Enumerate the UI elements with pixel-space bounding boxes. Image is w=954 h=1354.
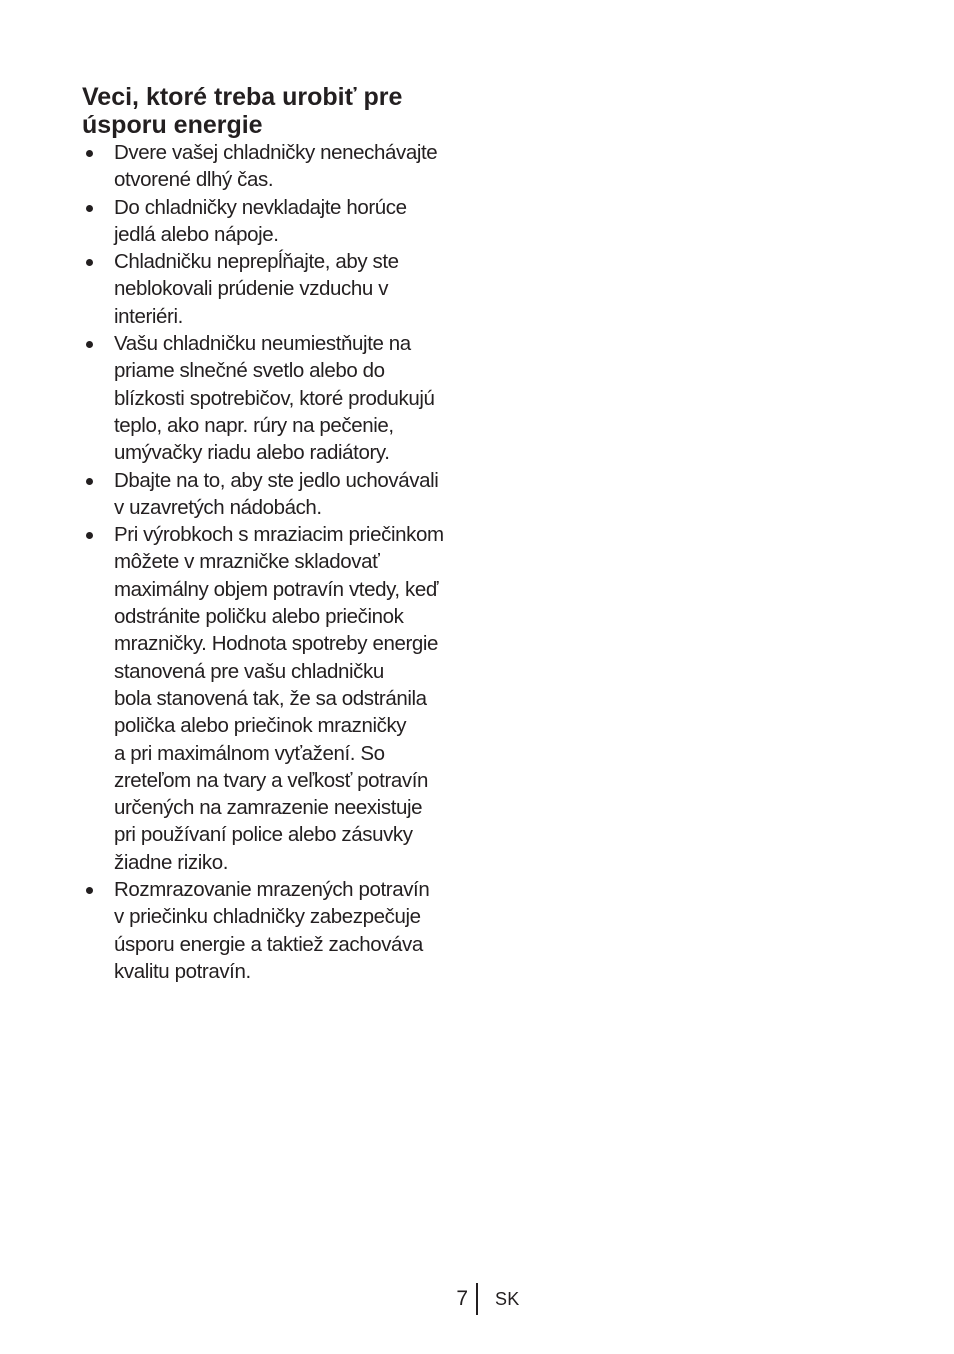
list-item-text-line: priame slnečné svetlo alebo do bbox=[114, 359, 385, 383]
list-item-text-line: Pri výrobkoch s mraziacim priečinkom bbox=[114, 523, 444, 547]
list-item-text-line: a pri maximálnom vyťažení. So bbox=[114, 741, 385, 765]
bullet-icon bbox=[86, 150, 93, 157]
list-item bbox=[82, 876, 482, 985]
list-item-text-line: Rozmrazovanie mrazených potravín bbox=[114, 878, 430, 902]
list-item-text-line: stanovená pre vašu chladničku bbox=[114, 659, 384, 683]
list-item-text-line: bola stanovená tak, že sa odstránila bbox=[114, 686, 427, 710]
list-item-text-line: Vašu chladničku neumiestňujte na bbox=[114, 332, 411, 356]
list-item-text-line: blízkosti spotrebičov, ktoré produkujú bbox=[114, 386, 435, 410]
list-item-text-line: interiéri. bbox=[114, 304, 183, 328]
list-item-text-line: môžete v mrazničke skladovať bbox=[114, 550, 380, 574]
list-item-text-line: neblokovali prúdenie vzduchu v bbox=[114, 277, 389, 301]
energy-saving-section bbox=[82, 83, 482, 985]
list-item-text-line: Dbajte na to, aby ste jedlo uchovávali bbox=[114, 468, 439, 492]
list-item-text-line: kvalitu potravín. bbox=[114, 959, 251, 983]
list-item-text-line: pri používaní police alebo zásuvky bbox=[114, 823, 413, 847]
list-item-text-line: umývačky riadu alebo radiátory. bbox=[114, 441, 390, 465]
list-item bbox=[82, 139, 482, 194]
bullet-icon bbox=[86, 205, 93, 212]
list-item bbox=[82, 467, 482, 522]
energy-tips-list bbox=[82, 139, 482, 985]
page-number: 7 bbox=[456, 1287, 468, 1310]
footer-divider bbox=[476, 1283, 478, 1315]
list-item-text-line: Dvere vašej chladničky nenechávajte bbox=[114, 141, 438, 164]
list-item-text-line: úsporu energie a taktiež zachováva bbox=[114, 932, 423, 956]
list-item-text-line: žiadne riziko. bbox=[114, 850, 229, 874]
bullet-icon bbox=[86, 259, 93, 266]
list-item bbox=[82, 330, 482, 466]
bullet-icon bbox=[86, 532, 93, 539]
list-item-text-line: v uzavretých nádobách. bbox=[114, 495, 322, 519]
list-item-text-line: maximálny objem potravín vtedy, keď bbox=[114, 577, 439, 601]
list-item bbox=[82, 521, 482, 876]
section-heading-line-1: Veci, ktoré treba urobiť pre bbox=[82, 83, 403, 111]
list-item-text-line: mrazničky. Hodnota spotreby energie bbox=[114, 632, 439, 656]
section-heading bbox=[82, 83, 482, 139]
list-item-text-line: v priečinku chladničky zabezpečuje bbox=[114, 905, 421, 929]
list-item-text-line: Do chladničky nevkladajte horúce bbox=[114, 195, 407, 219]
bullet-icon bbox=[86, 478, 93, 485]
list-item-text-line: Chladničku neprepĺňajte, aby ste bbox=[114, 250, 399, 274]
list-item bbox=[82, 194, 482, 249]
language-code: SK bbox=[495, 1288, 520, 1309]
page-footer bbox=[454, 1283, 520, 1315]
list-item-text-line: jedlá alebo nápoje. bbox=[114, 222, 279, 246]
list-item-text-line: otvorené dlhý čas. bbox=[114, 168, 274, 192]
section-heading-line-2: úsporu energie bbox=[82, 111, 263, 139]
list-item-text-line: zreteľom na tvary a veľkosť potravín bbox=[114, 768, 429, 792]
list-item-text-line: polička alebo priečinok mrazničky bbox=[114, 714, 407, 738]
list-item bbox=[82, 248, 482, 330]
list-item-text-line: teplo, ako napr. rúry na pečenie, bbox=[114, 413, 394, 437]
bullet-icon bbox=[86, 341, 93, 348]
list-item-text-line: určených na zamrazenie neexistuje bbox=[114, 796, 423, 820]
bullet-icon bbox=[86, 887, 93, 894]
list-item-text-line: odstránite poličku alebo priečinok bbox=[114, 605, 404, 629]
